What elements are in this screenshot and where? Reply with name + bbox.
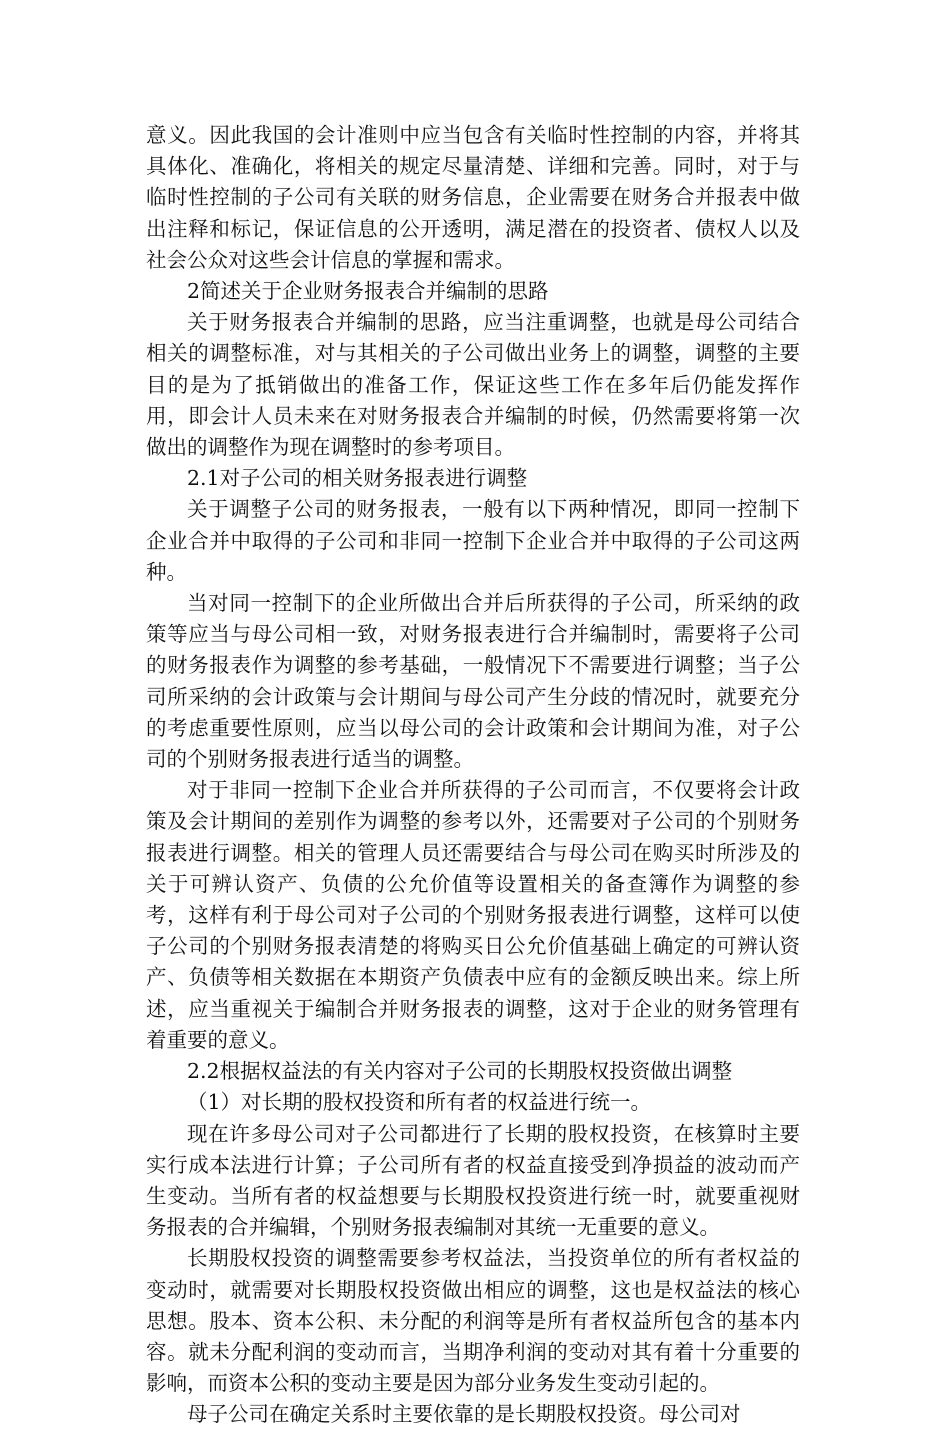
section-heading-2-1: 2.1对子公司的相关财务报表进行调整: [187, 466, 528, 491]
paragraph-cost-method: 现在许多母公司对子公司都进行了长期的股权投资，在核算时主要实行成本法进行计算；子公司所有者的权益直接受到净损益的波动而产生变动。当所有者的权益想要与长期股权投资进行统一时，就要重视财务报表的合并编辑，个别财务报表编制对其统一无重要的意义。: [146, 1121, 800, 1240]
subsection-heading-1: （1）对长期的股权投资和所有者的权益进行统一。: [187, 1090, 652, 1115]
section-heading-2: 2简述关于企业财务报表合并编制的思路: [187, 279, 549, 304]
document-page: [146, 120, 800, 1431]
paragraph-two-cases: 关于调整子公司的财务报表，一般有以下两种情况，即同一控制下企业合并中取得的子公司和非同一控制下企业合并中取得的子公司这两种。: [146, 497, 800, 584]
paragraph-parent-sub-relation: 母子公司在确定关系时主要依靠的是长期股权投资。母公司对: [187, 1402, 741, 1427]
paragraph-same-control: 当对同一控制下的企业所做出合并后所获得的子公司，所采纳的政策等应当与母公司相一致，对财务报表进行合并编制时，需要将子公司的财务报表作为调整的参考基础，一般情况下不需要进行调整；当子公司所采纳的会计政策与会计期间与母公司产生分歧的情况时，就要充分的考虑重要性原则，应当以母公司的会计政策和会计期间为准，对子公司的个别财务报表进行适当的调整。: [146, 591, 800, 772]
paragraph-equity-method: 长期股权投资的调整需要参考权益法，当投资单位的所有者权益的变动时，就需要对长期股权投资做出相应的调整，这也是权益法的核心思想。股本、资本公积、未分配的利润等是所有者权益所包含的基本内容。就未分配利润的变动而言，当期净利润的变动对其有着十分重要的影响，而资本公积的变动主要是因为部分业务发生变动引起的。: [146, 1246, 800, 1396]
paragraph-intro-continuation: 意义。因此我国的会计准则中应当包含有关临时性控制的内容，并将其具体化、准确化，将相关的规定尽量清楚、详细和完善。同时，对于与临时性控制的子公司有关联的财务信息，企业需要在财务合并报表中做出注释和标记，保证信息的公开透明，满足潜在的投资者、债权人以及社会公众对这些会计信息的掌握和需求。: [146, 123, 800, 272]
section-heading-2-2: 2.2根据权益法的有关内容对子公司的长期股权投资做出调整: [187, 1059, 733, 1084]
paragraph-merge-approach: 关于财务报表合并编制的思路，应当注重调整，也就是母公司结合相关的调整标准，对与其相关的子公司做出业务上的调整，调整的主要目的是为了抵销做出的准备工作，保证这些工作在多年后仍能发挥作用，即会计人员未来在对财务报表合并编制的时候，仍然需要将第一次做出的调整作为现在调整时的参考项目。: [146, 310, 800, 460]
paragraph-non-same-control: 对于非同一控制下企业合并所获得的子公司而言，不仅要将会计政策及会计期间的差别作为调整的参考以外，还需要对子公司的个别财务报表进行调整。相关的管理人员还需要结合与母公司在购买时所涉及的关于可辨认资产、负债的公允价值等设置相关的备查簿作为调整的参考，这样有利于母公司对子公司的个别财务报表进行调整，这样可以使子公司的个别财务报表清楚的将购买日公允价值基础上确定的可辨认资产、负债等相关数据在本期资产负债表中应有的金额反映出来。综上所述，应当重视关于编制合并财务报表的调整，这对于企业的财务管理有着重要的意义。: [146, 778, 800, 1052]
